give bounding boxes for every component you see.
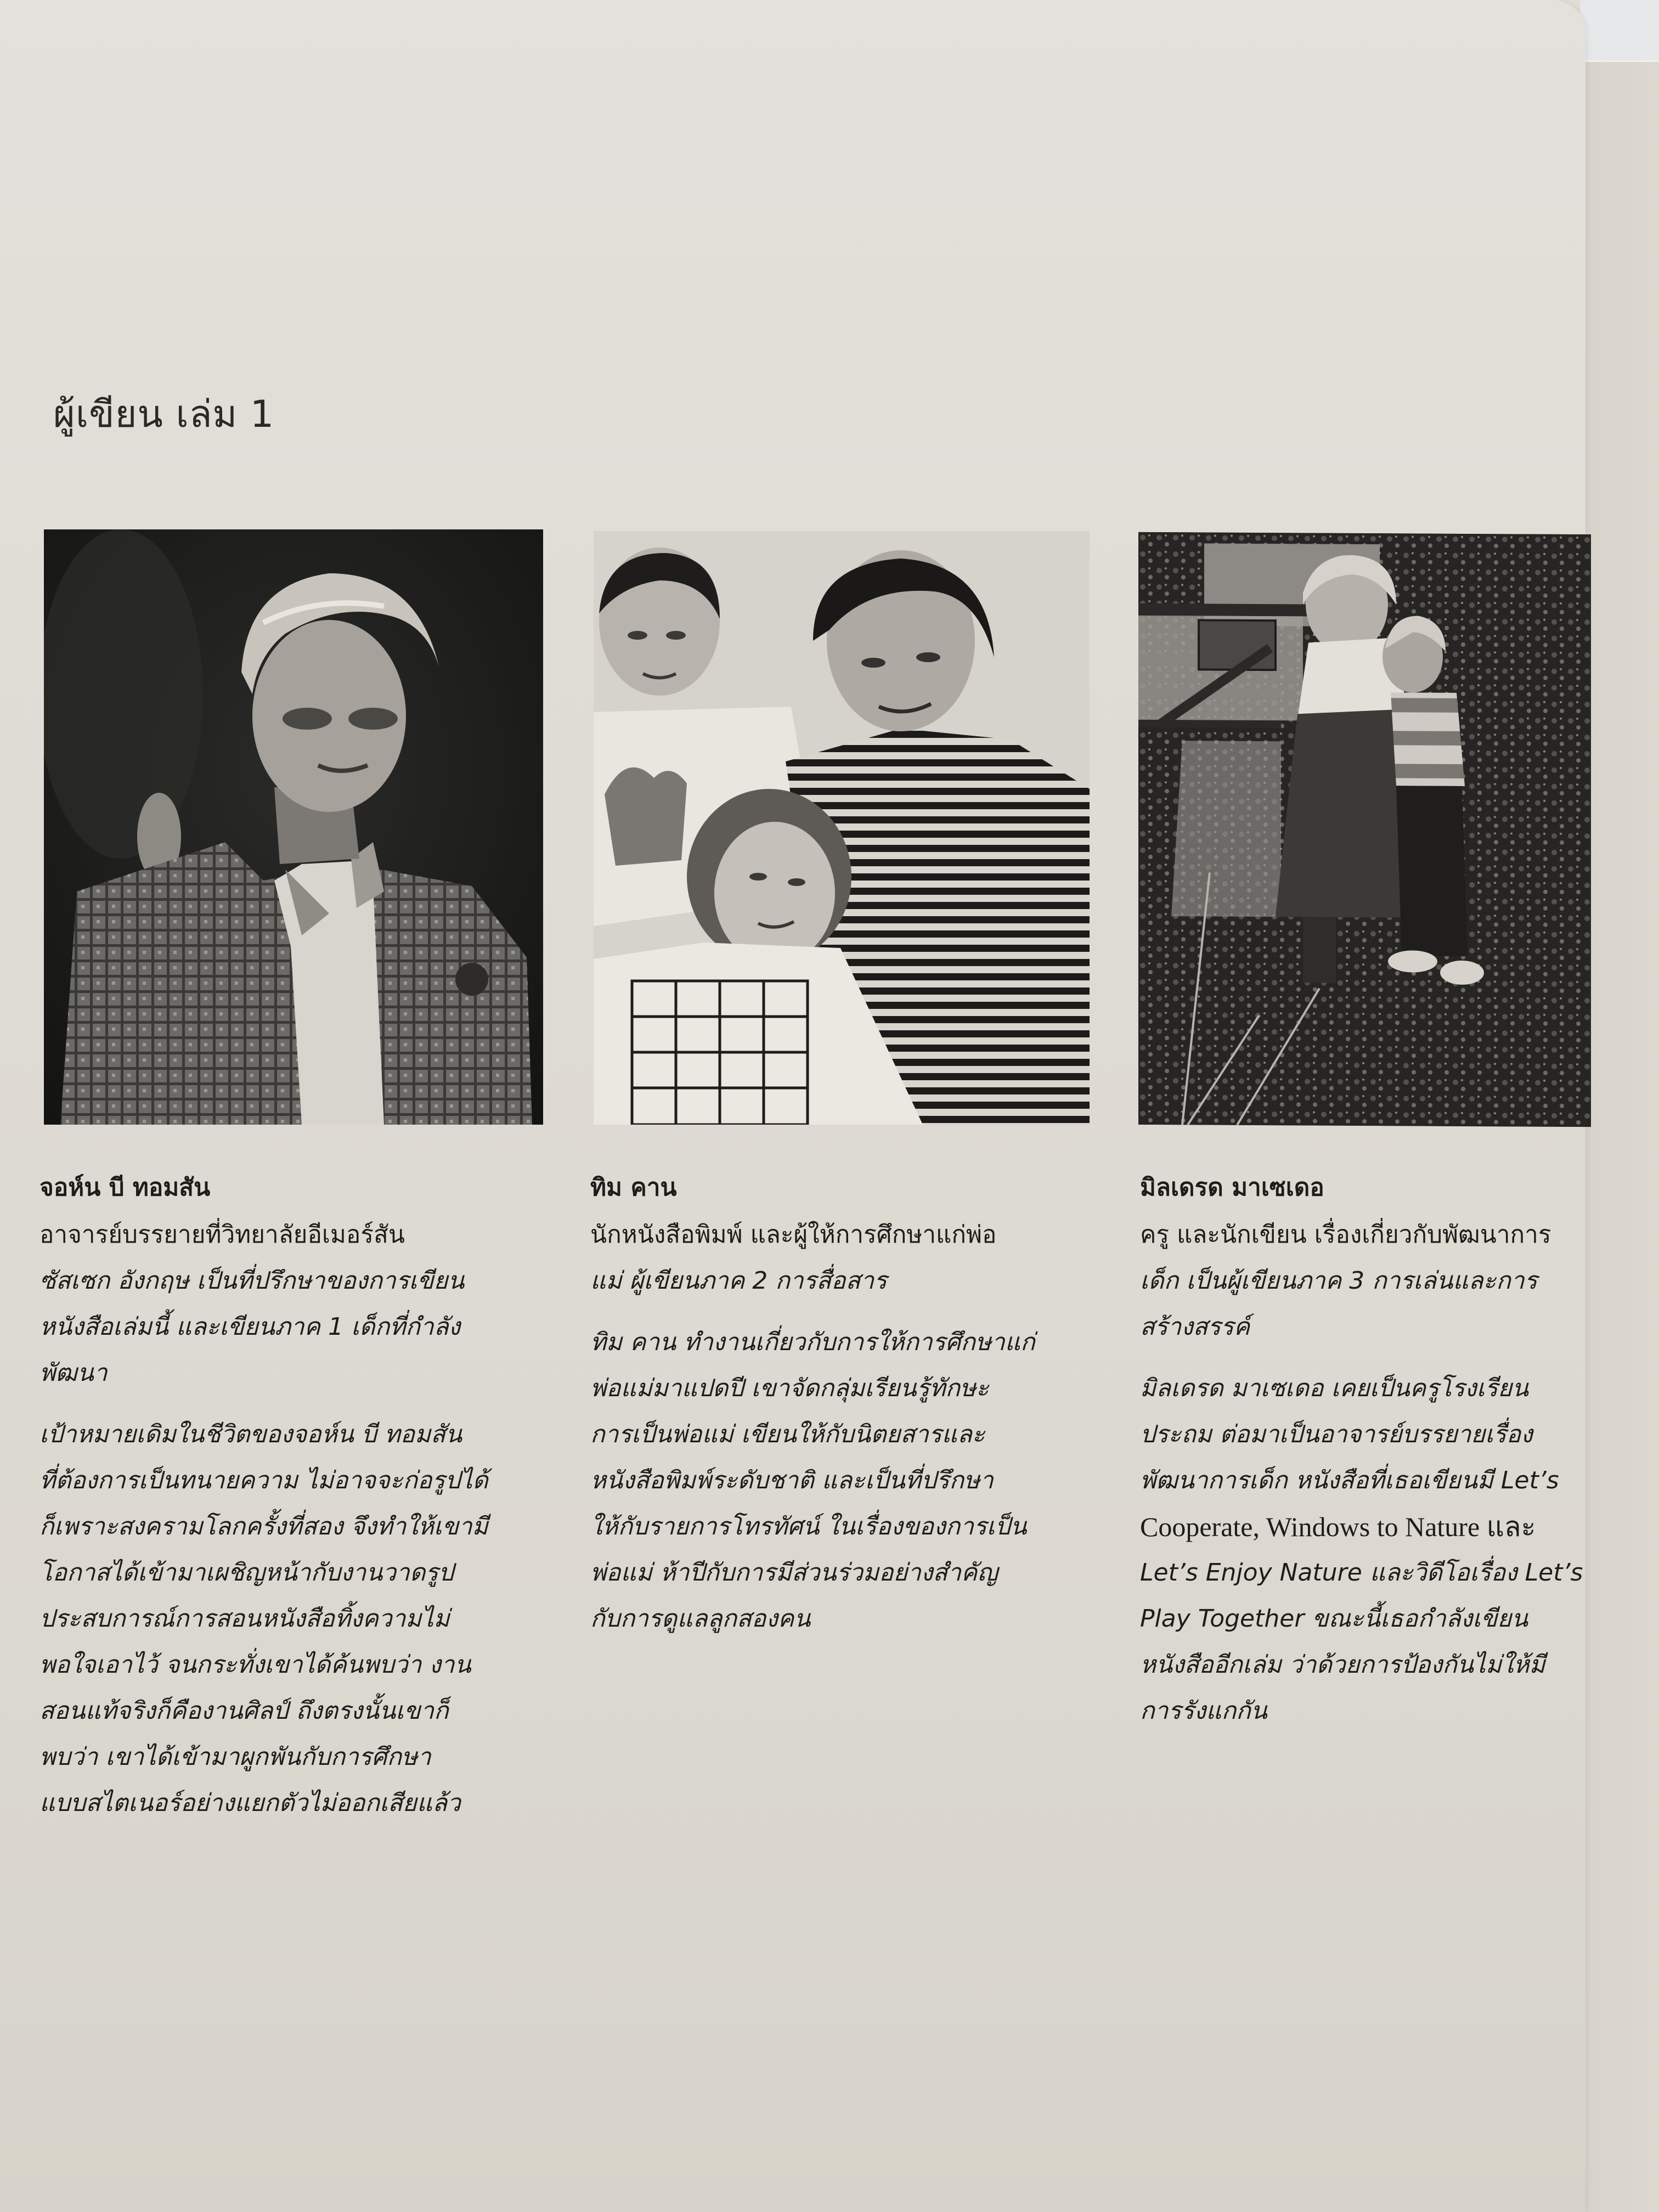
bio-line: หนังสือพิมพ์ระดับชาติ และเป็นที่ปรึกษา (590, 1466, 994, 1494)
bio-line: การรังแกกัน (1140, 1697, 1267, 1725)
bio-line: ทิม คาน ทำงานเกี่ยวกับการให้การศึกษาแก่ (590, 1328, 1035, 1356)
author-column-tim-kahn (590, 1171, 1117, 1642)
author-photo-john-thomson (44, 529, 543, 1125)
role-line: แม่ ผู้เขียนภาค 2 การสื่อสาร (590, 1267, 887, 1295)
bio-line: พัฒนาการเด็ก หนังสือที่เธอเขียนมี Let’s (1140, 1466, 1559, 1494)
next-page-edge (1585, 60, 1659, 2212)
bio-line: ประถม ต่อมาเป็นอาจารย์บรรยายเรื่อง (1140, 1420, 1533, 1448)
author-bio (40, 1412, 566, 1826)
bio-line: ให้กับรายการโทรทัศน์ ในเรื่องของการเป็น (590, 1513, 1027, 1541)
role-line: อาจารย์บรรยายที่วิทยาลัยอีเมอร์สัน (40, 1221, 405, 1249)
bio-line: Play Together ขณะนี้เธอกำลังเขียน (1140, 1605, 1528, 1633)
role-line: เด็ก เป็นผู้เขียนภาค 3 การเล่นและการ (1140, 1267, 1538, 1295)
author-bio (590, 1319, 1117, 1642)
bio-line: มิลเดรด มาเซเดอ เคยเป็นครูโรงเรียน (1140, 1374, 1529, 1402)
man-with-two-children-image (594, 531, 1090, 1125)
bio-line: หนังสืออีกเล่ม ว่าด้วยการป้องกันไม่ให้มี (1140, 1651, 1545, 1679)
author-role (40, 1212, 566, 1396)
bio-line: พ่อแม่มาแปดปี เขาจัดกลุ่มเรียนรู้ทักษะ (590, 1374, 989, 1402)
author-bio (1140, 1365, 1612, 1734)
author-column-john-thomson (40, 1171, 566, 1826)
role-line: พัฒนา (40, 1359, 108, 1387)
role-line: ครู และนักเขียน เรื่องเกี่ยวกับพัฒนาการ (1140, 1221, 1551, 1249)
author-name: ทิม คาน (590, 1173, 677, 1201)
bio-line: Let’s Enjoy Nature และวิดีโอเรื่อง Let’s (1140, 1559, 1583, 1587)
role-line: นักหนังสือพิมพ์ และผู้ให้การศึกษาแก่พ่อ (590, 1221, 997, 1249)
bio-line: โอกาสได้เข้ามาเผชิญหน้ากับงานวาดรูป (40, 1559, 454, 1587)
author-photo-mildred-masheder (1138, 532, 1591, 1127)
bio-line: ก็เพราะสงครามโลกครั้งที่สอง จึงทำให้เขามี (40, 1513, 488, 1541)
bio-line: ประสบการณ์การสอนหนังสือทิ้งความไม่ (40, 1605, 450, 1633)
bio-line: เป้าหมายเดิมในชีวิตของจอห์น บี ทอมสัน (40, 1420, 462, 1448)
background-surface (1580, 0, 1659, 61)
bio-line: Cooperate, Windows to Nature และ (1140, 1511, 1536, 1542)
bio-line: การเป็นพ่อแม่ เขียนให้กับนิตยสารและ (590, 1420, 985, 1448)
woman-and-boy-garden-image (1138, 532, 1591, 1127)
bio-line: สอนแท้จริงก็คืองานศิลป์ ถึงตรงนั้นเขาก็ (40, 1697, 449, 1725)
bio-line: กับการดูแลลูกสองคน (590, 1605, 811, 1633)
author-role (1140, 1212, 1612, 1350)
bio-line: พบว่า เขาได้เข้ามาผูกพันกับการศึกษา (40, 1743, 431, 1771)
author-name: มิลเดรด มาเซเดอ (1140, 1173, 1324, 1201)
bio-line: พอใจเอาไว้ จนกระทั่งเขาได้ค้นพบว่า งาน (40, 1651, 471, 1679)
role-line: หนังสือเล่มนี้ และเขียนภาค 1 เด็กที่กำลัง (40, 1313, 461, 1341)
role-line: สร้างสรรค์ (1140, 1313, 1250, 1341)
portrait-man-checked-jacket-image (44, 529, 543, 1125)
author-photo-tim-kahn (594, 531, 1090, 1125)
author-column-mildred-masheder (1140, 1171, 1612, 1734)
author-role (590, 1212, 1117, 1304)
bio-line: ที่ต้องการเป็นทนายความ ไม่อาจจะก่อรูปได้ (40, 1466, 488, 1494)
author-name: จอห์น บี ทอมสัน (40, 1173, 211, 1201)
bio-line: แบบสไตเนอร์อย่างแยกตัวไม่ออกเสียแล้ว (40, 1789, 461, 1817)
page-heading: ผู้เขียน เล่ม 1 (53, 393, 275, 436)
role-line: ซัสเซก อังกฤษ เป็นที่ปรึกษาของการเขียน (40, 1267, 465, 1295)
bio-line: พ่อแม่ ห้าปีกับการมีส่วนร่วมอย่างสำคัญ (590, 1559, 998, 1587)
